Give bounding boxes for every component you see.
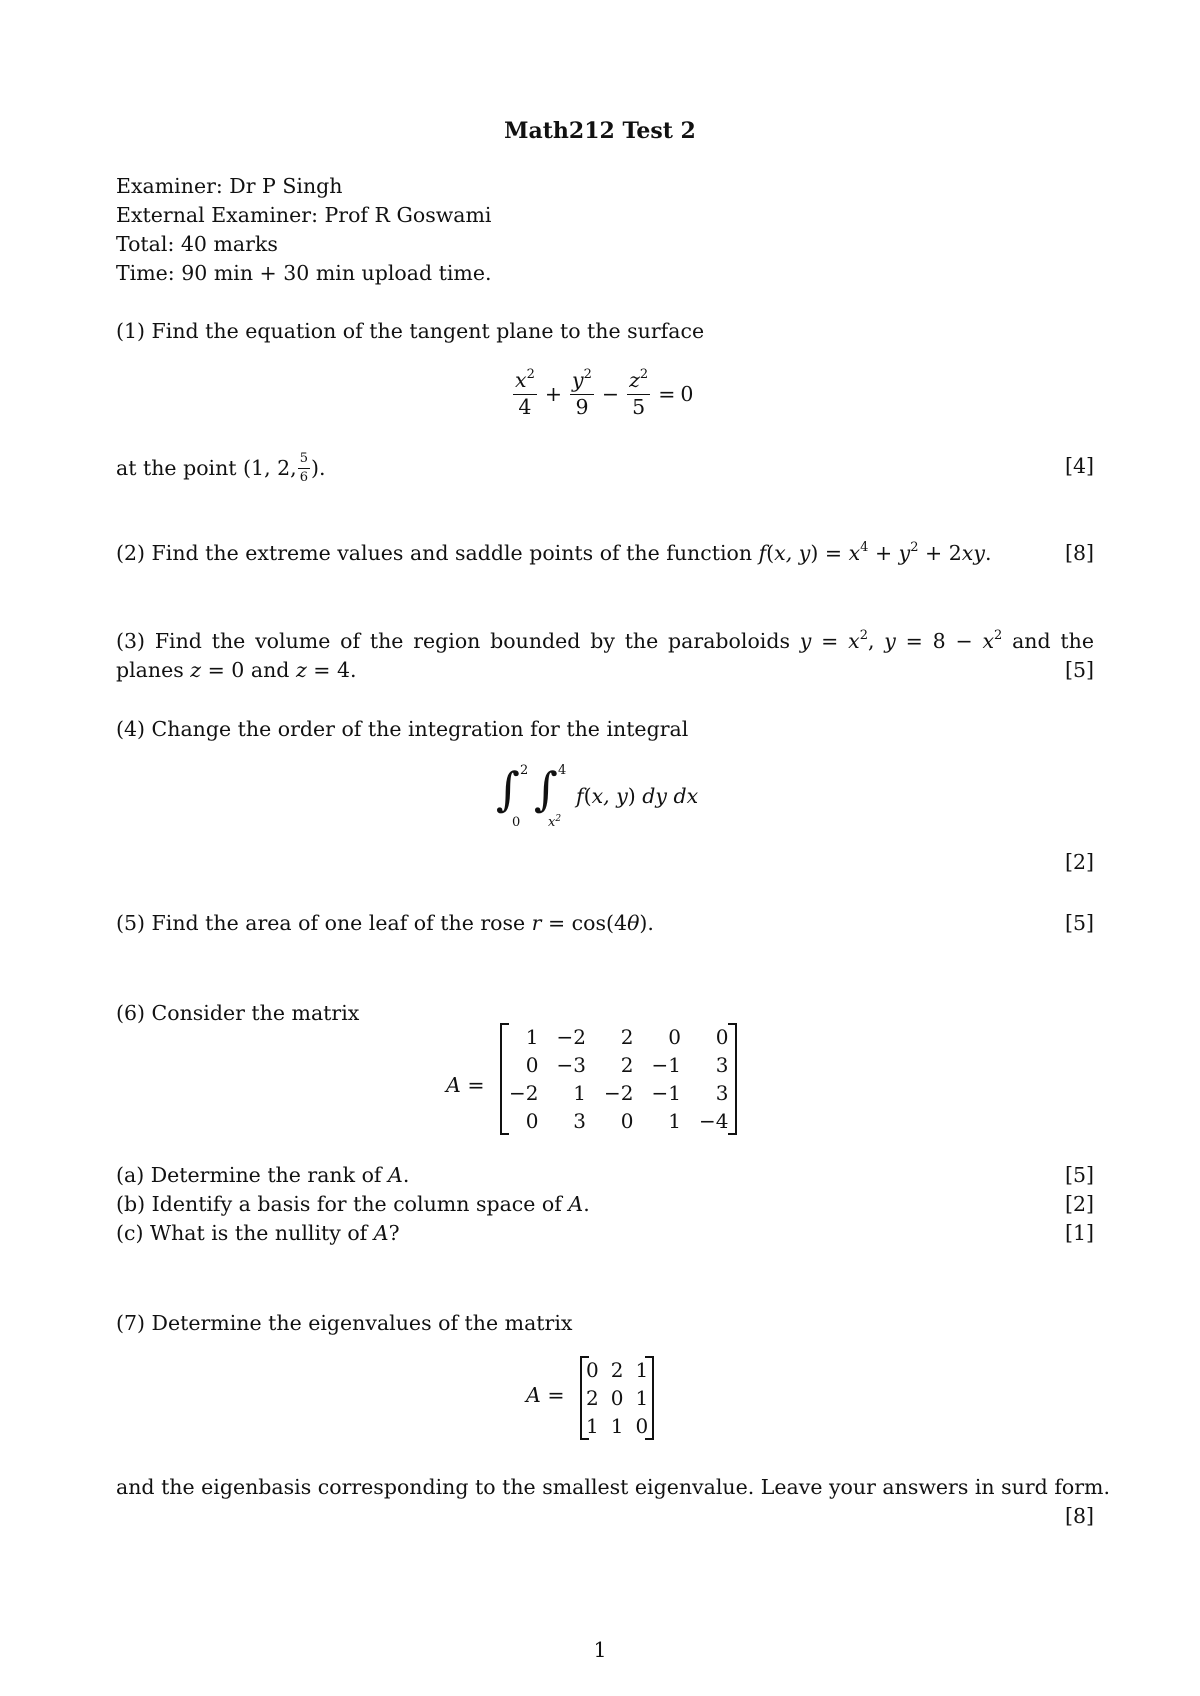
question-3-line-1: (3) Find the volume of the region bounded by the paraboloids $y = x^2$, $y = 8 - x^2$ and the bbox=[116, 628, 1094, 653]
question-4-marks: [2] bbox=[1064, 850, 1094, 874]
question-3-line-2: planes z = 0 and z = 4. bbox=[116, 658, 357, 682]
integral-sign-inner: ∫ bbox=[534, 762, 558, 816]
time-line: Time: 90 min + 30 min upload time. bbox=[116, 261, 492, 285]
matrix-cell: 2 bbox=[620, 1053, 634, 1077]
matrix-cell: −2 bbox=[603, 1081, 634, 1105]
matrix-cell: 1 bbox=[573, 1081, 586, 1105]
question-6b-text: (b) Identify a basis for the column space of A. bbox=[116, 1192, 590, 1216]
matrix-cell: 0 bbox=[635, 1414, 649, 1438]
matrix-cell: 2 bbox=[586, 1386, 599, 1410]
matrix-row bbox=[500, 1051, 737, 1079]
matrix-6 bbox=[500, 1023, 737, 1135]
question-1-marks: [4] bbox=[1064, 454, 1094, 478]
matrix-cell: 1 bbox=[635, 1386, 649, 1410]
total-marks-line: Total: 40 marks bbox=[116, 232, 278, 256]
matrix-cell: 0 bbox=[668, 1025, 681, 1049]
question-6a-text: (a) Determine the rank of A. bbox=[116, 1163, 410, 1187]
matrix-cell: 3 bbox=[715, 1053, 729, 1077]
integral-inner-upper: 4 bbox=[558, 763, 567, 778]
integral-sign-outer: ∫ bbox=[496, 762, 520, 816]
matrix-cell: −2 bbox=[556, 1025, 586, 1049]
matrix-cell: −2 bbox=[509, 1081, 539, 1105]
matrix-cell: 0 bbox=[610, 1386, 624, 1410]
question-6b-marks: [2] bbox=[1064, 1192, 1094, 1216]
page-number: 1 bbox=[593, 1638, 607, 1662]
matrix-cell: 1 bbox=[668, 1109, 681, 1133]
question-7-marks: [8] bbox=[1064, 1504, 1094, 1528]
matrix-cell: 0 bbox=[586, 1358, 599, 1382]
matrix-cell: 3 bbox=[573, 1109, 586, 1133]
question-6c-text: (c) What is the nullity of A? bbox=[116, 1221, 400, 1245]
matrix-7-table bbox=[580, 1356, 654, 1440]
matrix-row bbox=[500, 1079, 737, 1107]
matrix-cell: 1 bbox=[635, 1358, 649, 1382]
matrix-cell: −1 bbox=[651, 1081, 681, 1105]
matrix-cell: 1 bbox=[586, 1414, 599, 1438]
question-1-point: at the point (1, 2, $\frac{5}{6}$ ). bbox=[116, 451, 326, 485]
matrix-cell: 0 bbox=[525, 1053, 539, 1077]
matrix-cell: 2 bbox=[620, 1025, 634, 1049]
question-7-after-text: and the eigenbasis corresponding to the smallest eigenvalue. Leave your answers in surd form. bbox=[116, 1475, 1110, 1499]
matrix-cell: 0 bbox=[525, 1109, 539, 1133]
question-1-text: (1) Find the equation of the tangent plane to the surface bbox=[116, 319, 705, 343]
question-1-equation: $\frac{x^2}{4}$ + $\frac{y^2}{9}$ − $\frac{z^2}{5}$ = 0 bbox=[515, 367, 694, 419]
matrix-7 bbox=[580, 1356, 654, 1440]
matrix-7-label: A = bbox=[526, 1383, 565, 1407]
page-title: Math212 Test 2 bbox=[504, 118, 696, 144]
question-4-integral bbox=[496, 762, 716, 832]
matrix-row bbox=[500, 1107, 737, 1135]
question-6c-marks: [1] bbox=[1064, 1221, 1094, 1245]
matrix-cell: 3 bbox=[715, 1081, 729, 1105]
question-6a-marks: [5] bbox=[1064, 1163, 1094, 1187]
integral-outer-upper: 2 bbox=[520, 763, 529, 778]
integral-outer-lower: 0 bbox=[512, 815, 521, 830]
question-6-text: (6) Consider the matrix bbox=[116, 1001, 360, 1025]
question-7-text: (7) Determine the eigenvalues of the matrix bbox=[116, 1311, 573, 1335]
question-5-marks: [5] bbox=[1064, 911, 1094, 935]
question-2-text: (2) Find the extreme values and saddle points of the function f(x, $y) = x^4 + y^2 + 2xy$. bbox=[116, 540, 992, 565]
question-5-text: (5) Find the area of one leaf of the rose r = cos(4θ). bbox=[116, 911, 654, 935]
matrix-cell: 0 bbox=[715, 1025, 729, 1049]
external-examiner-line: External Examiner: Prof R Goswami bbox=[116, 203, 492, 227]
integrand: f(x, y) dy dx bbox=[576, 784, 699, 808]
question-3-marks: [5] bbox=[1064, 658, 1094, 682]
matrix-cell: −4 bbox=[698, 1109, 729, 1133]
question-4-text: (4) Change the order of the integration for the integral bbox=[116, 717, 689, 741]
matrix-cell: 2 bbox=[610, 1358, 624, 1382]
matrix-row bbox=[580, 1356, 654, 1384]
matrix-cell: 1 bbox=[525, 1025, 539, 1049]
matrix-cell: 1 bbox=[610, 1414, 624, 1438]
question-2-marks: [8] bbox=[1064, 541, 1094, 565]
integral-inner-lower: $x^2$ bbox=[548, 814, 562, 830]
matrix-row bbox=[500, 1023, 737, 1051]
matrix-6-table bbox=[500, 1023, 737, 1135]
matrix-6-label: A = bbox=[446, 1073, 485, 1097]
matrix-row bbox=[580, 1384, 654, 1412]
matrix-row bbox=[580, 1412, 654, 1440]
matrix-cell: −3 bbox=[556, 1053, 586, 1077]
examiner-line: Examiner: Dr P Singh bbox=[116, 174, 343, 198]
matrix-cell: −1 bbox=[651, 1053, 681, 1077]
matrix-cell: 0 bbox=[620, 1109, 634, 1133]
